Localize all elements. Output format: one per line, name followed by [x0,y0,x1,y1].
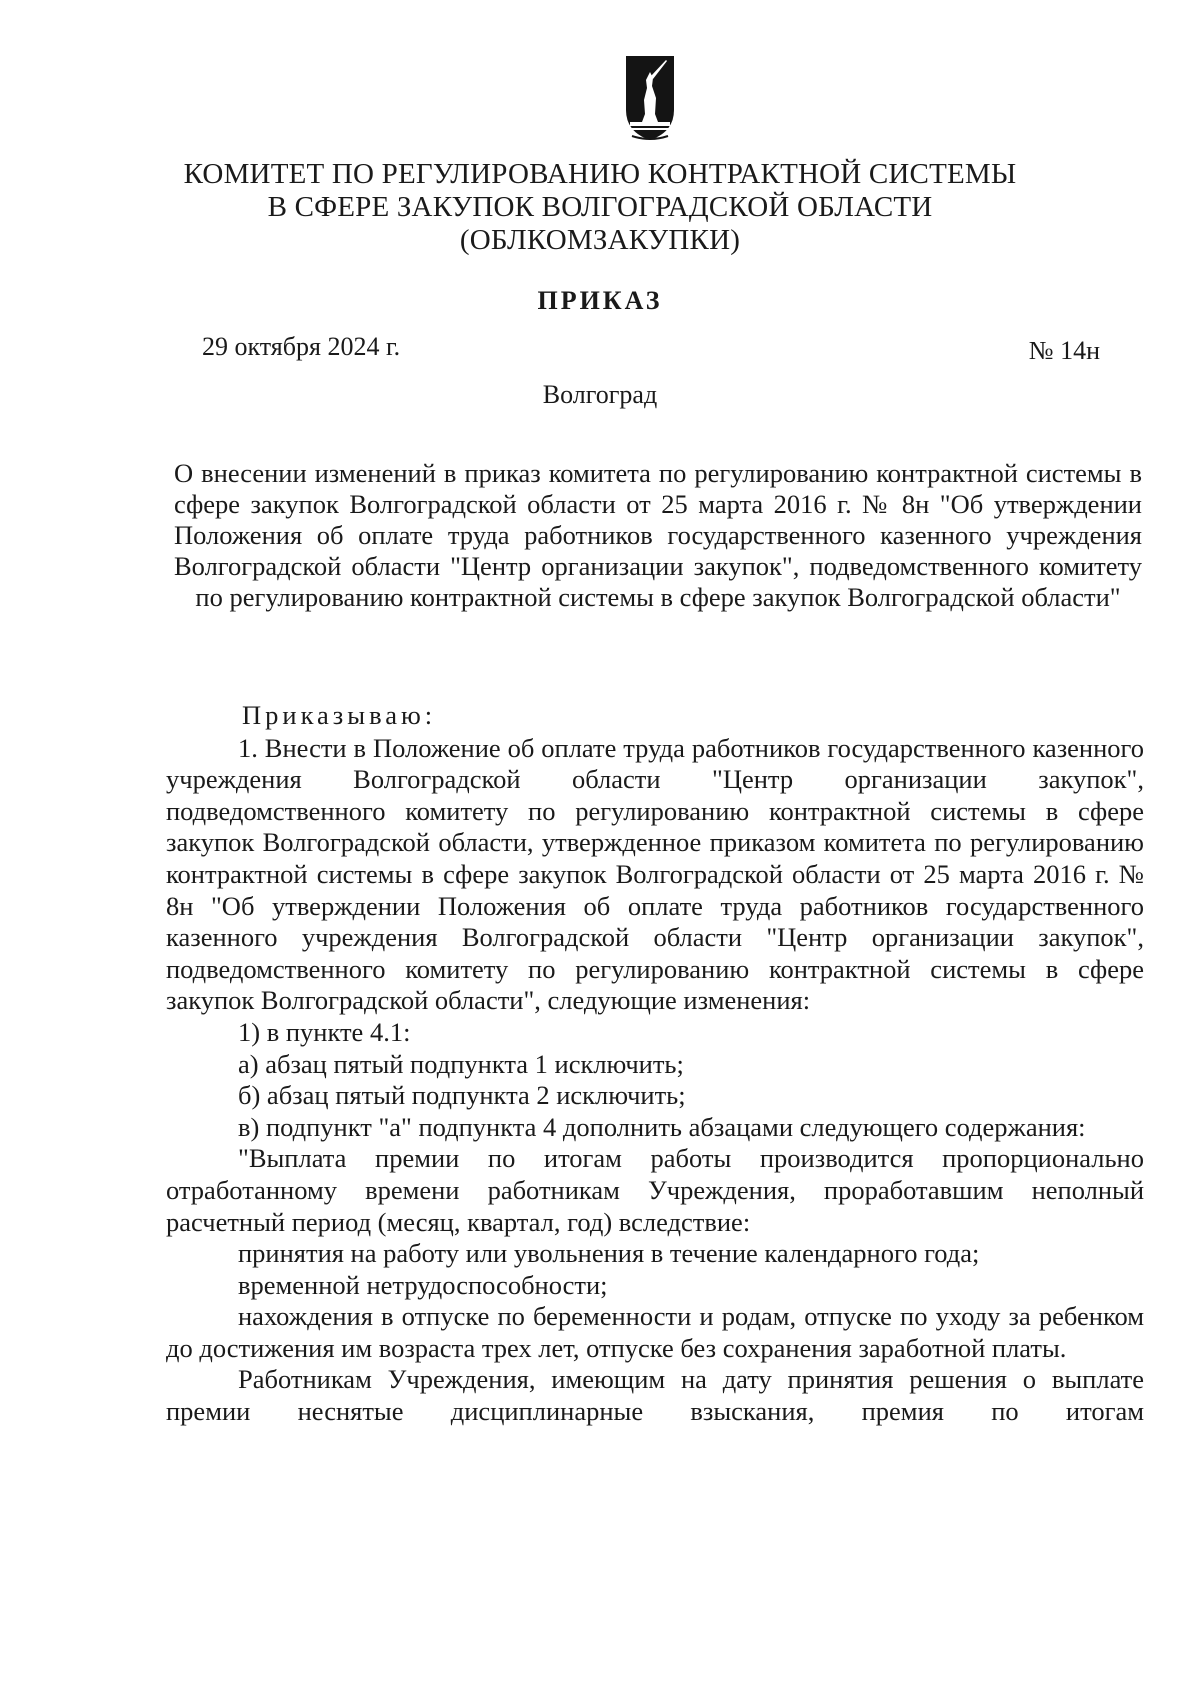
paragraph-1: 1. Внести в Положение об оплате труда работников государственного казенного учреждения Волгоградской области "Центр организации закупок", подведомственного комитету по регулированию контрактной системы в сфере закупок Волгоградской области, утвержденное приказом комитета по регулированию контрактной системы в сфере закупок Волгоградской области от 25 марта 2016 г. № 8н "Об утверждении Положения об оплате труда работников государственного казенного учреждения Волгоградской области "Центр организации закупок", подведомственного комитету по регулированию контрактной системы в сфере закупок Волгоградской области", следующие изменения: [166,732,1144,1016]
document-number: № 14н [1028,336,1100,365]
organization-name-line2: В СФЕРЕ ЗАКУПОК ВОЛГОГРАДСКОЙ ОБЛАСТИ [267,191,933,223]
paragraph-quote-2: принятия на работу или увольнения в течение календарного года; [238,1238,980,1269]
document-date: 29 октября 2024 г. [202,332,401,361]
paragraph-item-a: а) абзац пятый подпункта 1 исключить; [238,1048,684,1079]
paragraph-quote-1: "Выплата премии по итогам работы производится пропорционально отработанному времени работникам Учреждения, проработавшим неполный расчетный период (месяц, квартал, год) вследствие: [166,1143,1144,1237]
paragraph-item-b: б) абзац пятый подпункта 2 исключить; [238,1080,686,1111]
paragraph-item-1: 1) в пункте 4.1: [238,1016,411,1047]
organization-header [160,158,1040,257]
paragraph-quote-3: временной нетрудоспособности; [238,1269,608,1300]
document-subject: О внесении изменений в приказ комитета по регулированию контрактной системы в сфере закупок Волгоградской области от 25 марта 2016 г. № 8н "Об утверждении Положения об оплате труда работников государственного казенного учреждения Волгоградской области "Центр организации закупок", подведомственного комитету по регулированию контрактной системы в сфере закупок Волгоградской области" [174,458,1142,612]
organization-name-line1: КОМИТЕТ ПО РЕГУЛИРОВАНИЮ КОНТРАКТНОЙ СИСТЕМЫ [183,158,1017,190]
paragraph-quote-5: Работникам Учреждения, имеющим на дату принятия решения о выплате премии неснятые дисциплинарные взыскания, премия по итогам [166,1364,1144,1427]
document-city: Волгоград [542,380,658,409]
order-intro: Приказываю: [242,700,437,730]
paragraph-item-v: в) подпункт "а" подпункта 4 дополнить абзацами следующего содержания: [238,1111,1086,1142]
document-title: ПРИКАЗ [537,286,663,315]
paragraph-quote-4: нахождения в отпуске по беременности и родам, отпуске по уходу за ребенком до достижения им возраста трех лет, отпуске без сохранения заработной платы. [166,1301,1144,1363]
organization-abbreviation: (ОБЛКОМЗАКУПКИ) [459,224,741,256]
document-body [166,700,1144,1428]
volgograd-coat-of-arms-icon [622,52,678,144]
